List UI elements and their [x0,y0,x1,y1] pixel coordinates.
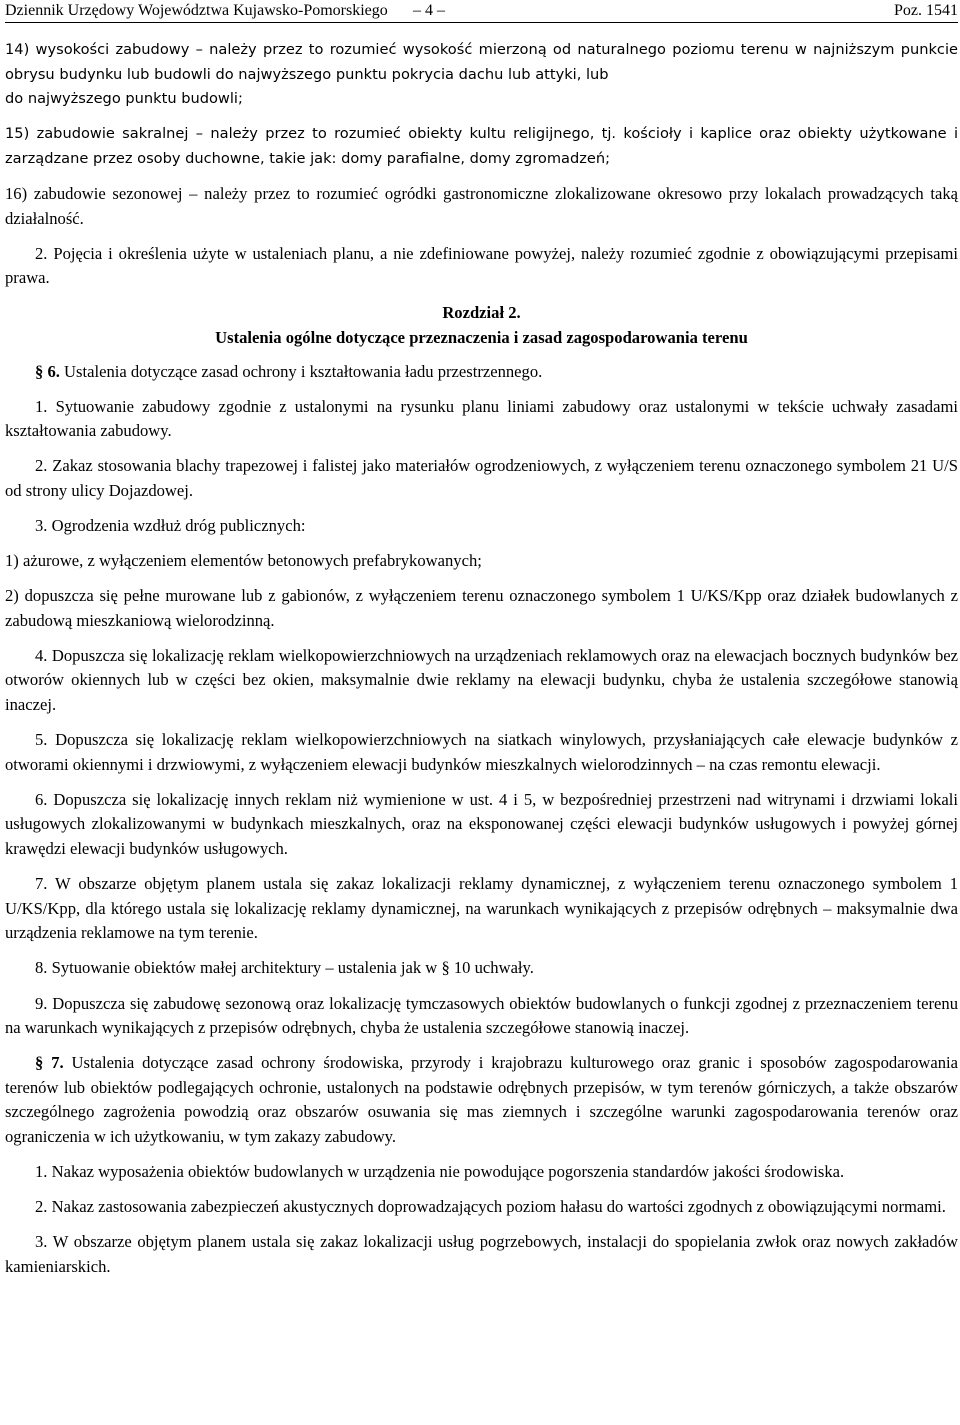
page-header [5,0,958,23]
section-2: 2. Pojęcia i określenia użyte w ustaleniach planu, a nie zdefiniowane powyżej, należy rozumieć zgodnie z obowiązującymi przepisami prawa. [5,243,958,288]
par6-item: 5. Dopuszcza się lokalizację reklam wielkopowierzchniowych na siatkach winylowych, przysłaniających całe elewacje budynków z otworami okiennymi i drzwiowymi, z wyłączeniem elewacji budynków mieszkalnych wielorodzinnych – na czas remontu elewacji. [5,730,958,774]
chapter-number: Rozdział 2. [442,303,521,323]
par6-item: 8. Sytuowanie obiektów małej architektury – ustalenia jak w § 10 uchwały. [35,958,534,978]
paragraph-7-intro: § 7. Ustalenia dotyczące zasad ochrony środowiska, przyrody i krajobrazu kulturowego oraz granic i sposobów zagospodarowania terenów lub obiektów podlegających ochronie, ustalonych na podstawie odrębnych przepisów, w tym terenów górniczych, a także obszarów szczególnego zagrożenia powodzią oraz obszarów osuwania się mas ziemnych i szczególne warunki zagospodarowania terenów oraz ograniczenia w ich użytkowaniu, w tym zakazy zabudowy. [5,1053,958,1146]
journal-title: Dziennik Urzędowy Województwa Kujawsko-Pomorskiego [5,2,388,19]
par6-item: 1. Sytuowanie zabudowy zgodnie z ustalonymi na rysunku planu liniami zabudowy oraz ustalonymi w tekście uchwały zasadami kształtowania zabudowy. [5,396,958,441]
page-number: – 4 – [413,2,445,19]
position-number: Poz. 1541 [894,2,958,19]
par7-item: 2. Nakaz zastosowania zabezpieczeń akustycznych doprowadzających poziom hałasu do wartości zgodnych z obowiązującymi normami. [35,1197,946,1217]
par6-item: 7. W obszarze objętym planem ustala się zakaz lokalizacji reklamy dynamicznej, z wyłączeniem terenu oznaczonego symbolem 1 U/KS/Kpp, dla którego ustala się lokalizację reklamy dynamicznej, na warunkach wynikających z przepisów odrębnych – maksymalnie dwa urządzenia reklamowe na tym terenie. [5,874,958,943]
paragraph-sign: § 7. [35,1053,64,1073]
par6-item: 4. Dopuszcza się lokalizację reklam wielkopowierzchniowych na urządzeniach reklamowych oraz na elewacjach bocznych budynków bez otworów okiennych lub w części bez okien, maksymalnie dwie reklamy na elewacji budynku, chyba że ustalenia szczegółowe stanowią inaczej. [5,645,958,715]
definition-15: 15) zabudowie sakralnej – należy przez to rozumieć obiekty kultu religijnego, tj. kościoły i kaplice oraz obiekty użytkowane i zarządzane przez osoby duchowne, takie jak: domy parafialne, domy zgromadzeń; [5,125,958,167]
par6-subitem: 1) ażurowe, z wyłączeniem elementów betonowych prefabrykowanych; [5,551,482,571]
chapter-title: Ustalenia ogólne dotyczące przeznaczenia i zasad zagospodarowania terenu [215,327,748,347]
par6-item: 6. Dopuszcza się lokalizację innych reklam niż wymienione w ust. 4 i 5, w bezpośredniej przestrzeni nad witrynami i drzwiami lokali usługowych zlokalizowanymi w budynkach mieszkalnych, oraz na eksponowanej części elewacji budynków usługowych i powyżej górnej krawędzi elewacji budynków usługowych. [5,789,958,859]
par7-item: 3. W obszarze objętym planem ustala się zakaz lokalizacji usług pogrzebowych, instalacji do spopielania zwłok oraz nowych zakładów kamieniarskich. [5,1232,958,1276]
par6-subitem: 2) dopuszcza się pełne murowane lub z gabionów, z wyłączeniem terenu oznaczonego symbolem 1 U/KS/Kpp oraz działek budowlanych z zabudową mieszkaniową wielorodzinną. [5,586,958,630]
par6-item: 9. Dopuszcza się zabudowę sezonową oraz lokalizację tymczasowych obiektów budowlanych o funkcji zgodnej z przeznaczeniem terenu na warunkach wynikających z przepisów odrębnych, chyba że ustalenia szczegółowe stanowią inaczej. [5,993,958,1038]
par7-item: 1. Nakaz wyposażenia obiektów budowlanych w urządzenia nie powodujące pogorszenia standardów jakości środowiska. [35,1162,845,1182]
definition-16: 16) zabudowie sezonowej – należy przez to rozumieć ogródki gastronomiczne zlokalizowane okresowo przy lokalach prowadzących taką działalność. [5,183,958,228]
definition-14: 14) wysokości zabudowy – należy przez to rozumieć wysokość mierzoną od naturalnego poziomu terenu w najniższym punkcie obrysu budynku lub budowli do najwyższego punktu pokrycia dachu lub attyki, lub do najwyższego punktu budowli; [5,41,958,108]
paragraph-sign: § 6. [35,361,60,381]
document-page [5,0,958,1290]
par6-item: 3. Ogrodzenia wzdłuż dróg publicznych: [35,516,306,535]
paragraph-6-intro: § 6. Ustalenia dotyczące zasad ochrony i kształtowania ładu przestrzennego. [35,361,543,381]
chapter-heading [5,301,958,350]
par6-item: 2. Zakaz stosowania blachy trapezowej i falistej jako materiałów ogrodzeniowych, z wyłączeniem terenu oznaczonego symbolem 21 U/S od strony ulicy Dojazdowej. [5,456,958,500]
